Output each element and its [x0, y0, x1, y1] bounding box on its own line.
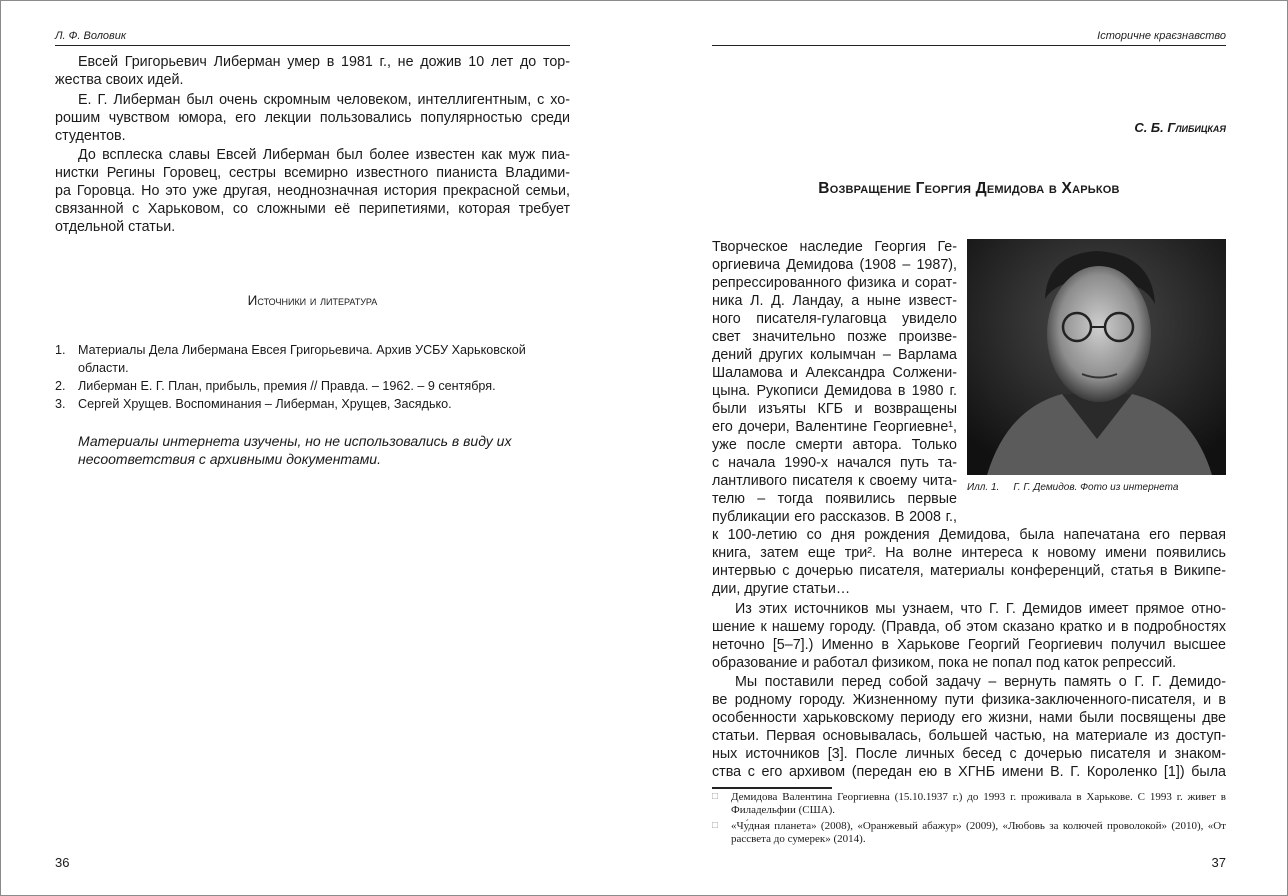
page-number-left: 36 [55, 855, 70, 870]
text-line: к 100-летию со дня рождения Демидова, была напечатана его первая [712, 527, 1226, 543]
text-line: ве родному городу. Жизненному пути физика-заключенного-писателя, и в [712, 692, 1226, 708]
portrait-image [967, 239, 1226, 475]
text-line: свет значительно позже произве- [712, 329, 957, 345]
article-author: С. Б. Глибицкая [1134, 120, 1226, 135]
caption-text: Г. Г. Демидов. Фото из интернета [1013, 482, 1179, 493]
text-line: ного писателя-гулаговца увидело [712, 311, 957, 327]
running-head-right: Історичне краєзнавство [1097, 30, 1226, 42]
text-line: дений других колымчан – Варлама [712, 347, 957, 363]
source-number: 2. [55, 379, 66, 393]
text-line: уже после смерти автора. Только [712, 437, 957, 453]
text-line: рошим чувством юмора, его лекции пользовались популярностью среди [55, 109, 570, 126]
text-line: телю – тогда появились первые [712, 491, 957, 507]
text-line: Евсей Григорьевич Либерман умер в 1981 г., не дожив 10 лет до тор- [78, 54, 570, 70]
portrait-photo [967, 239, 1226, 475]
article-body-text [712, 526, 1226, 781]
text-line: ства с его архивом (передан ею в ХГНБ имени В. Г. Короленко [1]) была [712, 764, 1226, 780]
footnote [712, 791, 1226, 816]
text-line: цына. Рукописи Демидова в 1980 г. [712, 383, 957, 399]
text-line: репрессированного физика и сорат- [712, 275, 957, 291]
source-number: 1. [55, 343, 66, 357]
source-number: 3. [55, 397, 66, 411]
text-line: оргиевича Демидова (1908 – 1987), [712, 257, 957, 273]
source-text: Либерман Е. Г. План, прибыль, премия // Правда. – 1962. – 9 сентября. [78, 379, 496, 393]
text-line: нистки Регины Горовец, сестры всемирно известного пианиста Владими- [55, 165, 570, 181]
sources-heading: Источники и литература [247, 293, 378, 308]
footnote-marker: □ [712, 820, 719, 831]
text-line: ника Л. Д. Ландау, а ныне извест- [712, 293, 957, 309]
text-line: лантливого писателя к своему чита- [712, 473, 957, 489]
caption-label: Илл. 1. [967, 482, 1000, 493]
text-line: были изъяты КГБ и возвращены [712, 401, 957, 417]
text-line: отдельной статьи. [55, 219, 176, 235]
text-line: Из этих источников мы узнаем, что Г. Г. Демидов имеет прямое отно- [735, 600, 1226, 617]
footnote [712, 820, 1226, 845]
running-head-left: Л. Ф. Воловик [55, 30, 127, 42]
text-line: До всплеска славы Евсей Либерман был более известен как муж пиа- [78, 147, 570, 163]
sources-list [55, 341, 570, 413]
header-rule-left [55, 45, 570, 46]
source-text: Сергей Хрущев. Воспоминания – Либерман, Хрущев, Засядько. [78, 397, 452, 411]
text-line: его дочери, Валентине Георгиевне¹, [712, 419, 957, 435]
text-line: статьи. Первая основывалась, большей частью, на материале из доступ- [712, 728, 1226, 744]
internet-materials-note: Материалы интернета изучены, но не использовались в виду их несоответствия с архивными документами. [78, 433, 512, 467]
footnote-rule [712, 787, 832, 789]
footnote-marker: □ [712, 791, 719, 802]
footnote-text: Демидова Валентина Георгиевна (15.10.1937 г.) до 1993 г. проживала в Харькове. С 1993 г. живет в Филадельфии (США). [731, 791, 1226, 816]
text-line: ра Горовца. Но это уже другая, неоднозначная история прекрасной семьи, [55, 183, 570, 199]
left-body-text [55, 53, 570, 236]
text-line: неточно [5–7].) Именно в Харькове Георгий Георгиевич получил высшее [712, 636, 1226, 653]
text-line: Мы поставили перед собой задачу – вернуть память о Г. Г. Демидо- [735, 674, 1226, 690]
text-line: публикации его рассказов. В 2008 г., [712, 509, 957, 525]
source-text: Материалы Дела Либермана Евсея Григорьевича. Архив УСБУ Харьковской области. [78, 343, 526, 375]
text-line: Шаламова и Александра Солжени- [712, 365, 957, 381]
article-title: Возвращение Георгия Демидова в Харьков [818, 180, 1120, 197]
text-line: Е. Г. Либерман был очень скромным человеком, интеллигентным, с хо- [78, 91, 570, 108]
header-rule-right [712, 45, 1226, 46]
text-line: Творческое наследие Георгия Ге- [712, 239, 957, 255]
text-line: ных источников [3]. После личных бесед с дочерью писателя и знаком- [712, 746, 1226, 762]
source-item [55, 377, 570, 395]
text-line: шение к нашему городу. (Правда, об этом сказано кратко и в подробностях [712, 618, 1226, 635]
text-line: образование и работал физиком, пока не попал под каток репрессий. [712, 654, 1177, 671]
text-line: с начала 1990-х начался путь та- [712, 455, 957, 471]
source-item [55, 395, 570, 413]
text-line: интервью с дочерью писателя, материалы конференций, статья в Википе- [712, 563, 1226, 579]
text-line: книга, затем еще три². На волне интереса к новому имени появились [712, 545, 1226, 561]
text-line: особенности харьковскому периоду его жизни, нами были посвящены две [712, 710, 1226, 726]
footnotes [712, 791, 1226, 849]
text-line: жества своих идей. [55, 72, 184, 88]
page-number-right: 37 [1211, 855, 1226, 870]
footnote-text: «Чу́дная планета» (2008), «Оранжевый абажур» (2009), «Любовь за колючей проволокой» (2010), «От рассвета до сумерек» (2014). [731, 820, 1226, 845]
source-item [55, 341, 570, 377]
text-line: дии, другие статьи… [712, 581, 851, 597]
text-line: связанной с Харьковом, со сложными её перипетиями, которая требует [55, 201, 570, 217]
text-line: студентов. [55, 127, 126, 144]
article-text-wrapped [712, 238, 957, 526]
photo-caption [967, 482, 1178, 493]
